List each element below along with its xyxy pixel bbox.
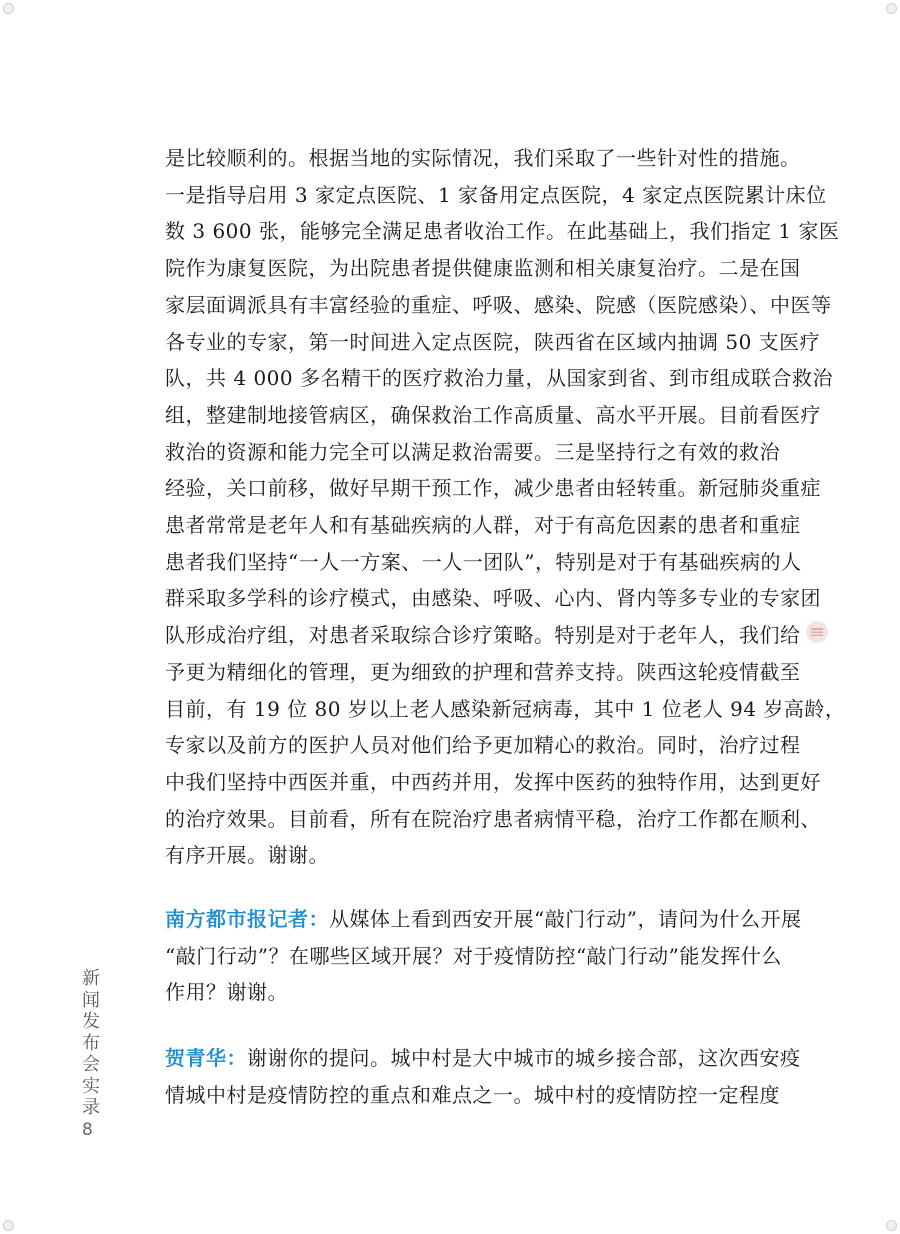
side-label-char: 布 [82, 1032, 100, 1054]
body-line: 一是指导启用 3 家定点医院、1 家备用定点医院，4 家定点医院累计床位 [165, 182, 827, 207]
registration-mark-bottom-left [3, 1220, 14, 1231]
body-line: 各专业的专家，第一时间进入定点医院，陕西省在区域内抽调 50 支医疗 [165, 329, 821, 354]
question-text: 从媒体上看到西安开展“敲门行动”，请问为什么开展 [329, 907, 802, 932]
body-line: 数 3 600 张，能够完全满足患者收治工作。在此基础上，我们指定 1 家医 [165, 219, 840, 244]
side-label-char: 新 [82, 968, 100, 989]
side-section-label [80, 968, 102, 1119]
side-label-char: 发 [82, 1011, 100, 1032]
body-line: 组，整建制地接管病区，确保救治工作高质量、高水平开展。目前看医疗 [165, 402, 821, 427]
body-line: 患者我们坚持“一人一方案、一人一团队”，特别是对于有基础疾病的人 [165, 549, 802, 574]
answer-line [165, 1040, 801, 1077]
body-line: 有序开展。谢谢。 [165, 843, 329, 868]
body-line: 中我们坚持中西医并重，中西药并用，发挥中医药的独特作用，达到更好 [165, 769, 821, 794]
side-label-char: 录 [82, 1097, 100, 1118]
speaker-label: 南方都市报记者： [165, 907, 329, 932]
page-content [165, 140, 846, 1114]
question-line: 作用？谢谢。 [165, 980, 288, 1005]
answer-line: 情城中村是疫情防控的重点和难点之一。城中村的疫情防控一定程度 [165, 1082, 780, 1107]
question-line: “敲门行动”？在哪些区域开展？对于疫情防控“敲门行动”能发挥什么 [165, 943, 782, 968]
side-label-char: 实 [82, 1075, 100, 1097]
body-paragraph [165, 140, 846, 874]
body-line: 家层面调派具有丰富经验的重症、呼吸、感染、院感（医院感染）、中医等 [165, 292, 832, 317]
answer-block [165, 1040, 801, 1113]
question-paragraph [165, 901, 802, 1011]
registration-mark-bottom-right [886, 1220, 897, 1231]
answer-text: 谢谢你的提问。城中村是大中城市的城乡接合部，这次西安疫 [247, 1046, 801, 1071]
registration-mark-top-left [3, 3, 14, 14]
question-line [165, 901, 802, 938]
body-line: 目前，有 19 位 80 岁以上老人感染新冠病毒，其中 1 位老人 94 岁高龄， [165, 696, 846, 721]
page-number: 8 [82, 1120, 93, 1140]
side-label-char: 会 [82, 1054, 100, 1075]
body-line: 予更为精细化的管理，更为细致的护理和营养支持。陕西这轮疫情截至 [165, 659, 801, 684]
registration-mark-top-right [886, 3, 897, 14]
question-block [165, 901, 802, 1011]
body-line: 是比较顺利的。根据当地的实际情况，我们采取了一些针对性的措施。 [165, 146, 801, 170]
body-line: 经验，关口前移，做好早期干预工作，减少患者由轻转重。新冠肺炎重症 [165, 476, 821, 501]
seal-icon [806, 621, 828, 643]
body-line: 队形成治疗组，对患者采取综合诊疗策略。特别是对于老年人，我们给 [165, 623, 801, 648]
side-label-char: 闻 [82, 989, 100, 1011]
body-line: 患者常常是老年人和有基础疾病的人群，对于有高危因素的患者和重症 [165, 513, 801, 538]
speaker-label: 贺青华： [165, 1046, 247, 1071]
body-line: 的治疗效果。目前看，所有在院治疗患者病情平稳，治疗工作都在顺利、 [165, 806, 821, 831]
body-line: 专家以及前方的医护人员对他们给予更加精心的救治。同时，治疗过程 [165, 733, 801, 758]
body-line: 救治的资源和能力完全可以满足救治需要。三是坚持行之有效的救治 [165, 439, 780, 464]
body-line: 队，共 4 000 多名精干的医疗救治力量，从国家到省、到市组成联合救治 [165, 366, 833, 391]
body-line: 群采取多学科的诊疗模式，由感染、呼吸、心内、肾内等多专业的专家团 [165, 586, 821, 611]
answer-paragraph [165, 1040, 801, 1113]
body-line: 院作为康复医院，为出院患者提供健康监测和相关康复治疗。二是在国 [165, 256, 801, 281]
